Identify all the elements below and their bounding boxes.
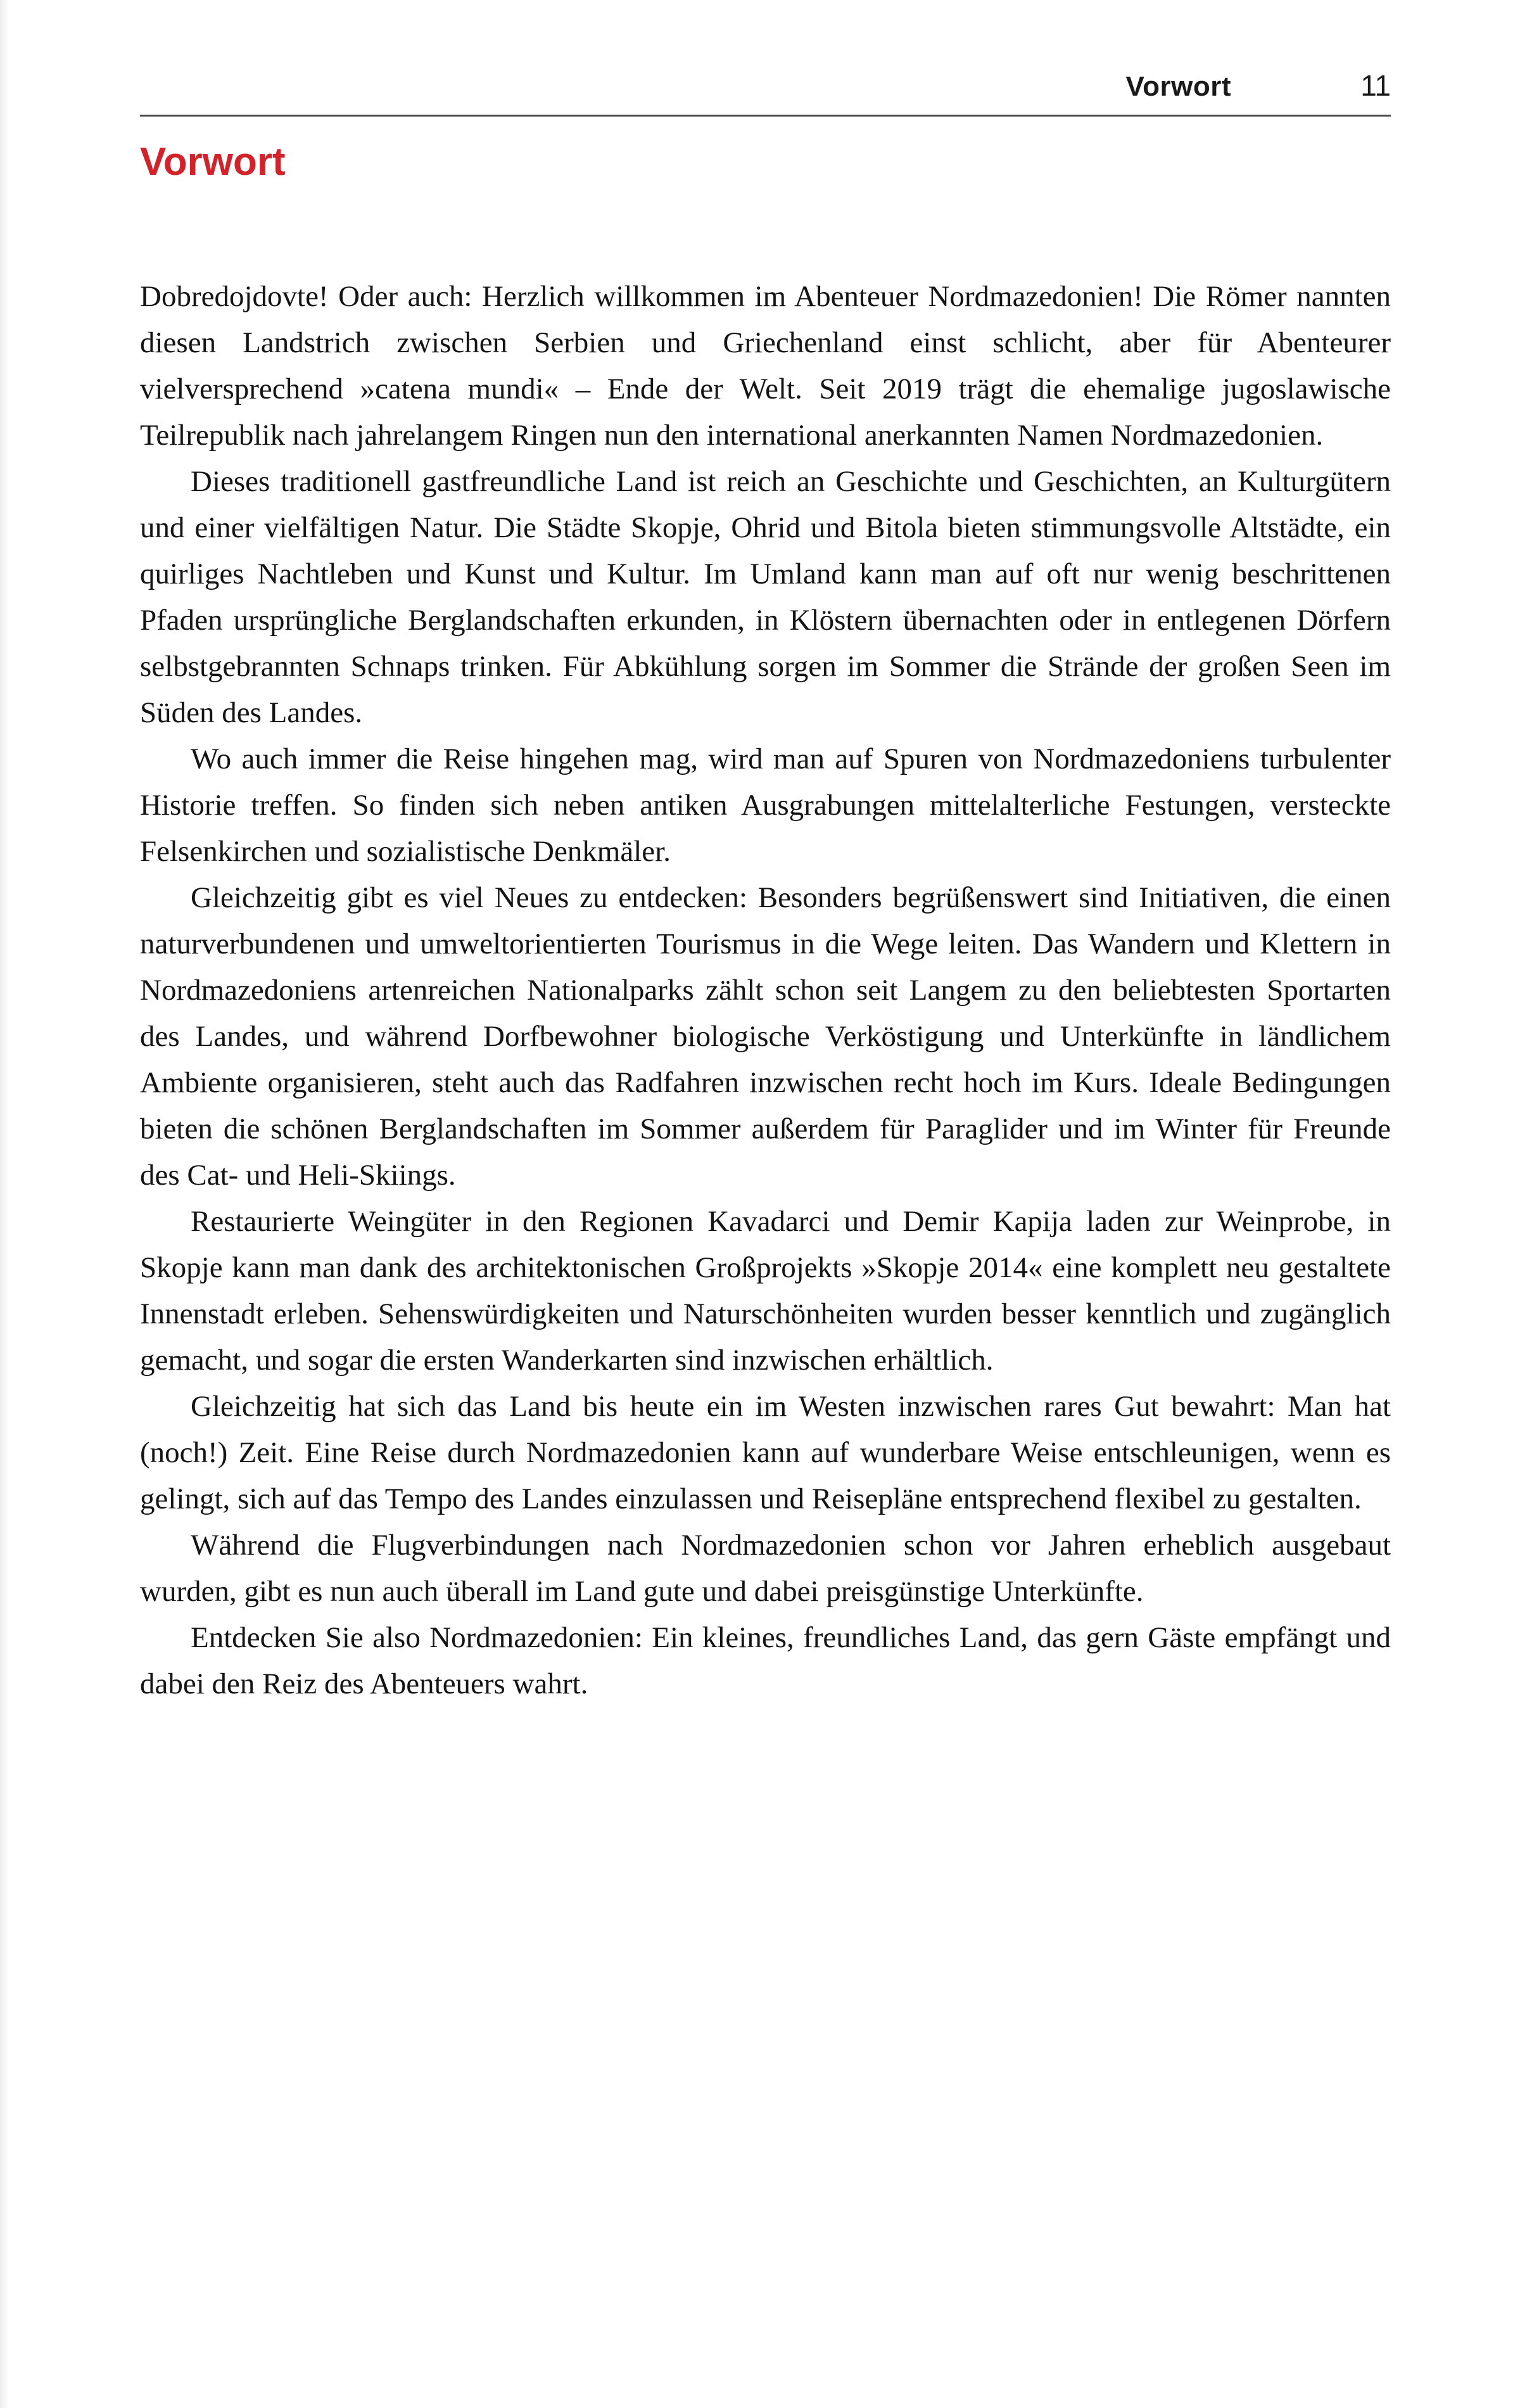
header-rule	[140, 115, 1391, 117]
page-number: 11	[1360, 69, 1391, 102]
paragraph-6: Gleichzeitig hat sich das Land bis heute ein im Westen inzwischen rares Gut bewahrt: Man hat (noch!) Zeit. Eine Reise durch Nordmazedonien kann auf wunderbare Weise entschleunigen, wenn es gelingt, sich auf das Tempo des Landes einzulassen und Reisepläne entsprechend flexibel zu gestalten.	[140, 1390, 1391, 1515]
running-header	[140, 71, 1391, 101]
paragraph-4: Gleichzeitig gibt es viel Neues zu entdecken: Besonders begrüßenswert sind Initiativen, die einen naturverbundenen und umweltorientierten Tourismus in die Wege leiten. Das Wandern und Klettern in Nordmazedoniens artenreichen Nationalparks zählt schon seit Langem zu den beliebtesten Sportarten des Landes, und während Dorfbewohner biologische Verköstigung und Unterkünfte in ländlichem Ambiente organisieren, steht auch das Radfahren inzwischen recht hoch im Kurs. Ideale Bedingungen bieten die schönen Berglandschaften im Sommer außerdem für Paraglider und im Winter für Freunde des Cat- und Heli-Skiings.	[140, 881, 1391, 1192]
paragraph-3: Wo auch immer die Reise hingehen mag, wird man auf Spuren von Nordmazedoniens turbulenter Historie treffen. So finden sich neben antiken Ausgrabungen mittelalterliche Festungen, versteckte Felsenkirchen und sozialistische Denkmäler.	[140, 742, 1391, 868]
paragraph-8: Entdecken Sie also Nordmazedonien: Ein kleines, freundliches Land, das gern Gäste empfängt und dabei den Reiz des Abenteuers wahrt.	[140, 1621, 1391, 1700]
paragraph-7: Während die Flugverbindungen nach Nordmazedonien schon vor Jahren erheblich ausgebaut wurden, gibt es nun auch überall im Land gute und dabei preisgünstige Unterkünfte.	[140, 1529, 1391, 1608]
paragraph-5: Restaurierte Weingüter in den Regionen Kavadarci und Demir Kapija laden zur Weinprobe, in Skopje kann man dank des architektonischen Großprojekts »Skopje 2014« eine komplett neu gestaltete Innenstadt erleben. Sehenswürdigkeiten und Naturschönheiten wurden besser kenntlich und zugänglich gemacht, und sogar die ersten Wanderkarten sind inzwischen erhältlich.	[140, 1205, 1391, 1377]
running-header-title: Vorwort	[1125, 71, 1231, 102]
paragraph-2: Dieses traditionell gastfreundliche Land ist reich an Geschichte und Geschichten, an Kulturgütern und einer vielfältigen Natur. Die Städte Skopje, Ohrid und Bitola bieten stimmungsvolle Altstädte, ein quirliges Nachtleben und Kunst und Kultur. Im Umland kann man auf oft nur wenig beschrittenen Pfaden ursprüngliche Berglandschaften erkunden, in Klöstern übernachten oder in entlegenen Dörfern selbstgebrannten Schnaps trinken. Für Abkühlung sorgen im Sommer die Strände der großen Seen im Süden des Landes.	[140, 465, 1391, 729]
paragraph-1: Dobredojdovte! Oder auch: Herzlich willkommen im Abenteuer Nordmazedonien! Die Römer nannten diesen Landstrich zwischen Serbien und Griechenland einst schlicht, aber für Abenteurer vielversprechend »catena mundi« – Ende der Welt. Seit 2019 trägt die ehemalige jugoslawische Teilrepublik nach jahrelangem Ringen nun den international anerkannten Namen Nordmazedonien.	[140, 280, 1391, 452]
chapter-title: Vorwort	[140, 140, 286, 184]
page-edge-shading	[0, 0, 9, 2408]
body-text	[140, 274, 1391, 1707]
